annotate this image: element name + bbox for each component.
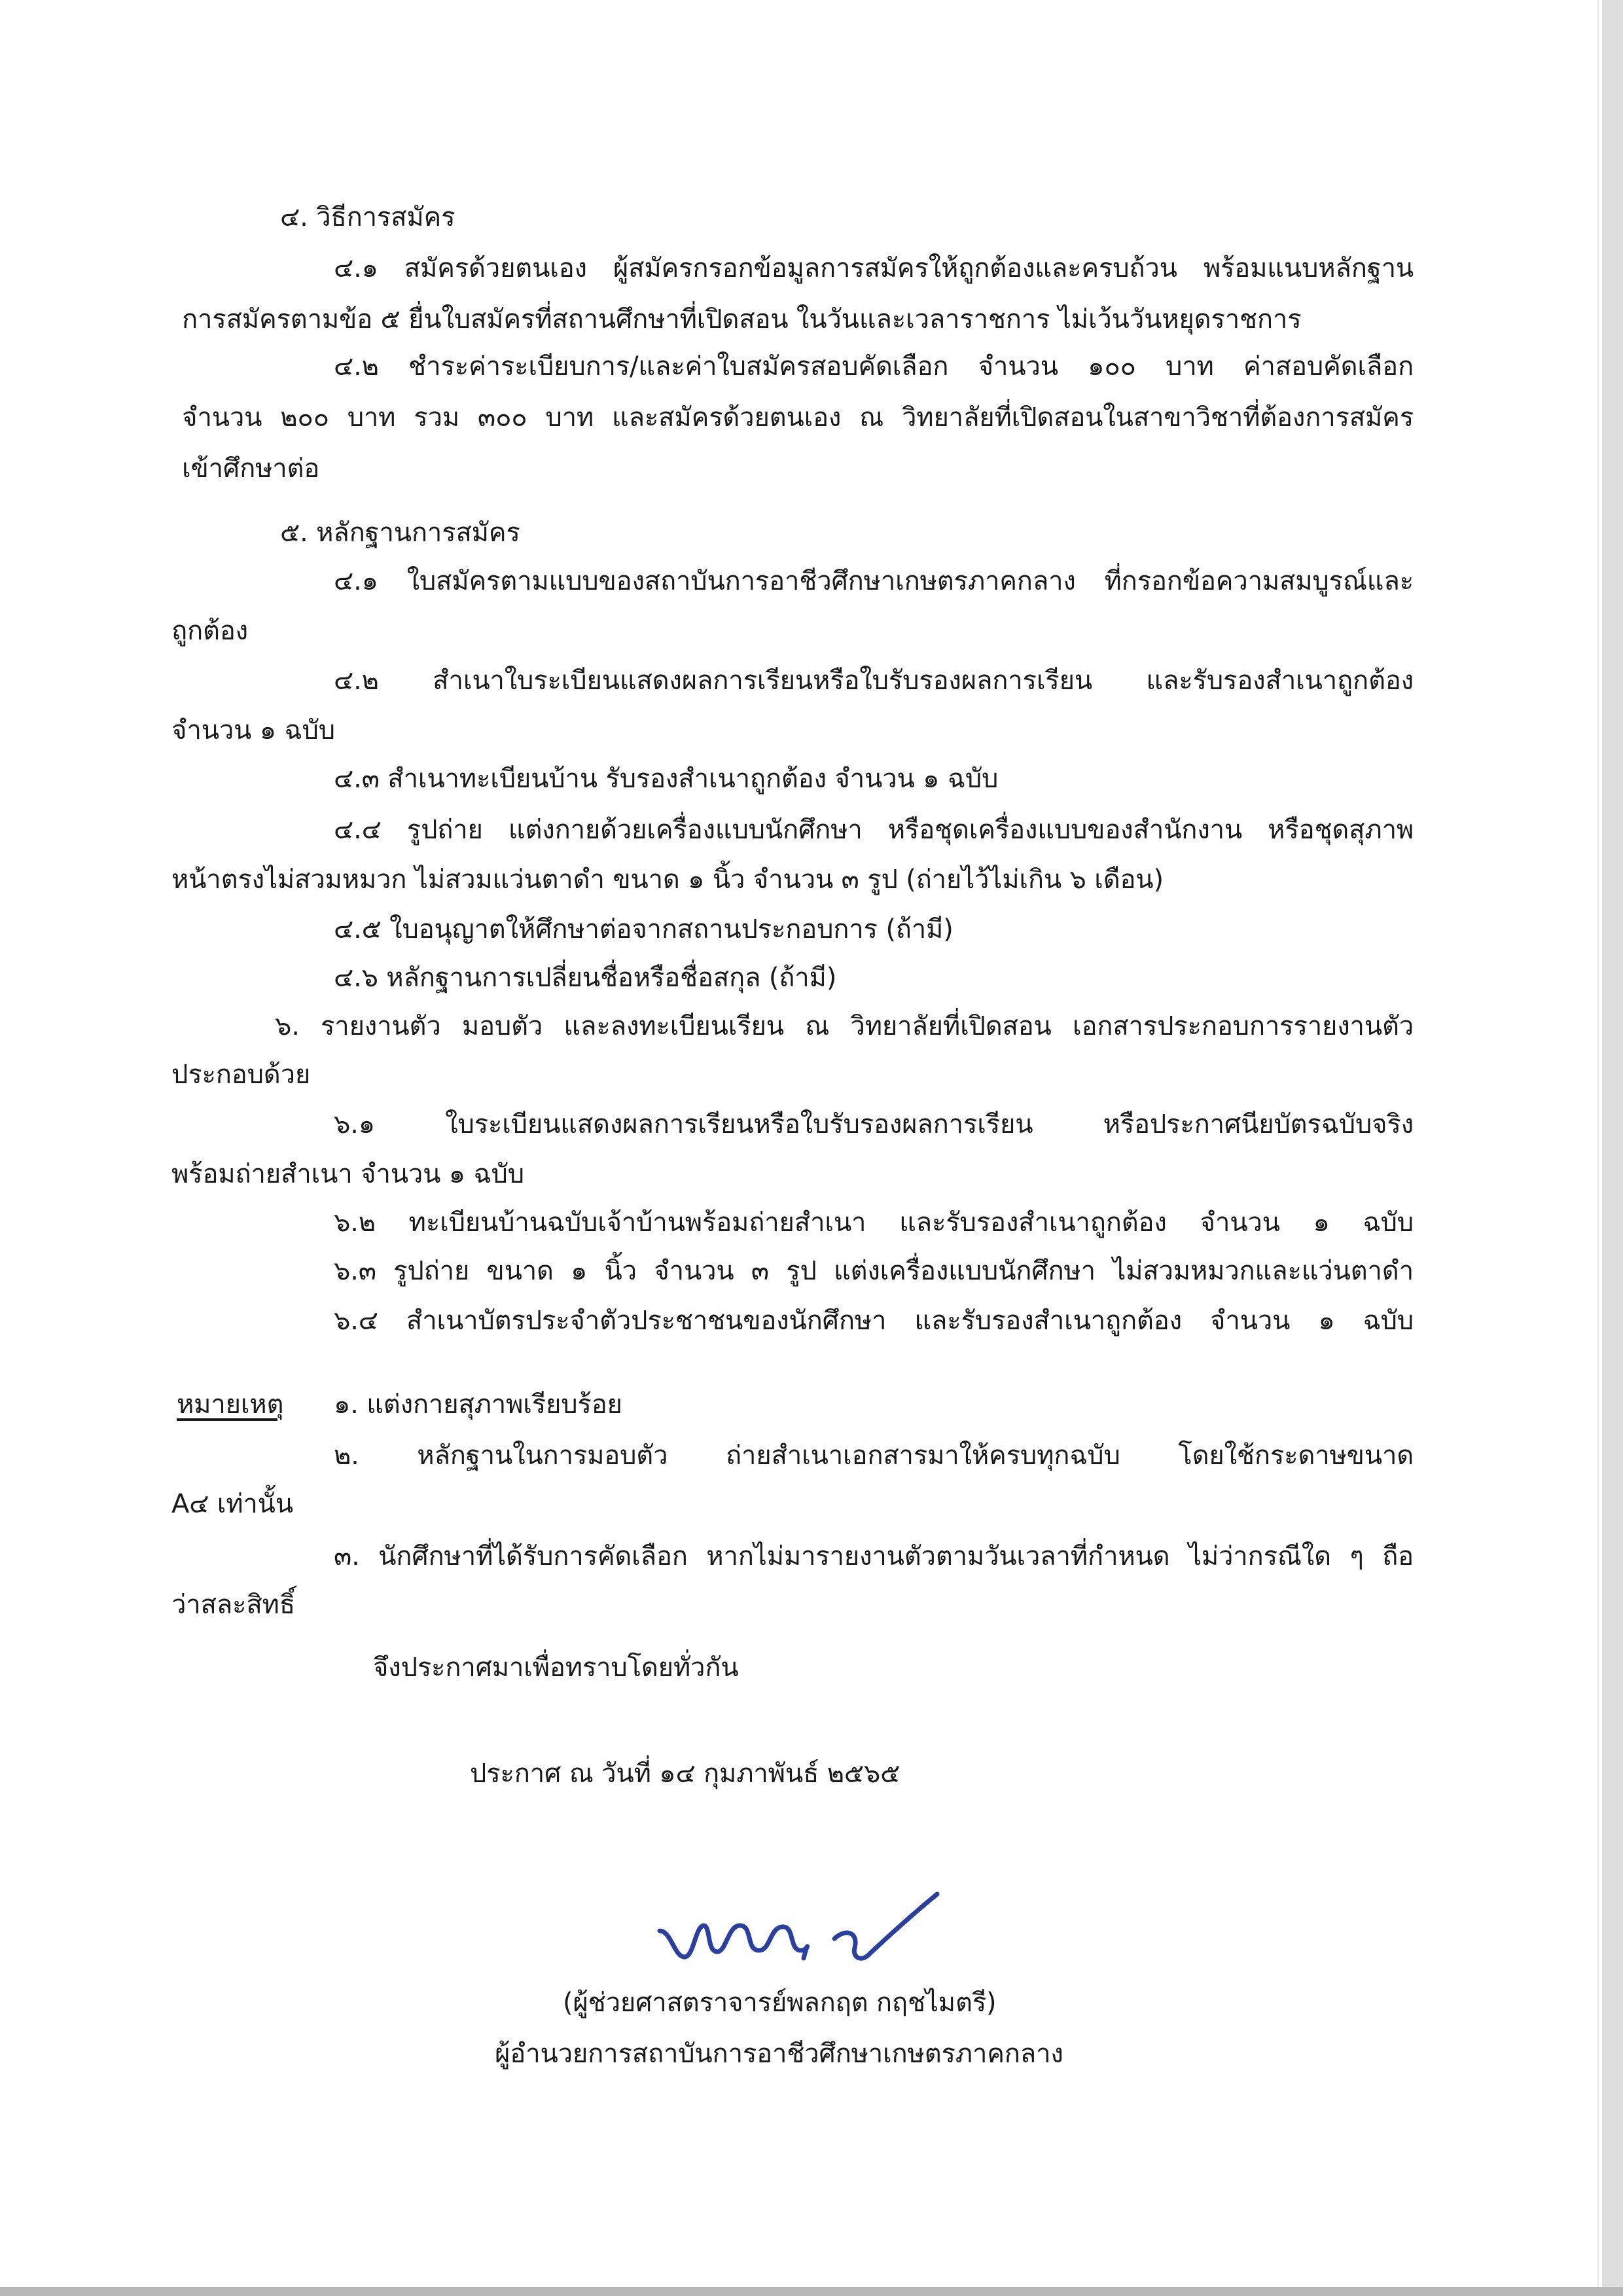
item-4-1-line-2: การสมัครตามข้อ ๕ ยื่นใบสมัครที่สถานศึกษาที่เปิดสอน ในวันและเวลาราชการ ไม่เว้นวันหยุดราชการ: [182, 304, 1302, 334]
section-5-heading: ๕. หลักฐานการสมัคร: [280, 518, 520, 548]
remark-3-line-1: ๓. นักศึกษาที่ได้รับการคัดเลือก หากไม่มารายงานตัวตามวันเวลาที่กำหนด ไม่ว่ากรณีใด ๆ ถือ: [334, 1541, 1414, 1571]
item-5-2-line-1: ๔.๒ สำเนาใบระเบียนแสดงผลการเรียนหรือใบรับรองผลการเรียน และรับรองสำเนาถูกต้อง: [334, 666, 1414, 696]
remark-2-line-2: A๔ เท่านั้น: [171, 1489, 293, 1519]
remark-label: หมายเหตุ: [177, 1390, 284, 1420]
item-6-1-line-1: ๖.๑ ใบระเบียนแสดงผลการเรียนหรือใบรับรองผลการเรียน หรือประกาศนียบัตรฉบับจริง: [334, 1109, 1414, 1139]
item-6-1-line-2: พร้อมถ่ายสำเนา จำนวน ๑ ฉบับ: [171, 1159, 524, 1189]
section-6-heading-line-2: ประกอบด้วย: [171, 1060, 311, 1090]
item-5-6: ๔.๖ หลักฐานการเปลี่ยนชื่อหรือชื่อสกุล (ถ้ามี): [334, 963, 837, 993]
item-5-1-line-2: ถูกต้อง: [171, 616, 248, 646]
section-6-heading-line-1: ๖. รายงานตัว มอบตัว และลงทะเบียนเรียน ณ วิทยาลัยที่เปิดสอน เอกสารประกอบการรายงานตัว: [275, 1011, 1414, 1041]
announcement-date: ประกาศ ณ วันที่ ๑๔ กุมภาพันธ์ ๒๕๖๕: [470, 1759, 901, 1789]
remark-2-line-1: ๒. หลักฐานในการมอบตัว ถ่ายสำเนาเอกสารมาให้ครบทุกฉบับ โดยใช้กระดาษขนาด: [334, 1441, 1414, 1471]
scan-edge-bottom: [0, 2287, 1623, 2296]
item-5-4-line-2: หน้าตรงไม่สวมหมวก ไม่สวมแว่นตาดำ ขนาด ๑ นิ้ว จำนวน ๓ รูป (ถ่ายไว้ไม่เกิน ๖ เดือน): [171, 865, 1164, 895]
item-5-1-line-1: ๔.๑ ใบสมัครตามแบบของสถาบันการอาชีวศึกษาเกษตรภาคกลาง ที่กรอกข้อความสมบูรณ์และ: [334, 566, 1414, 596]
item-5-5: ๔.๕ ใบอนุญาตให้ศึกษาต่อจากสถานประกอบการ (ถ้ามี): [334, 914, 954, 944]
section-4-heading: ๔. วิธีการสมัคร: [280, 202, 455, 232]
announcement-closing: จึงประกาศมาเพื่อทราบโดยทั่วกัน: [373, 1653, 739, 1683]
item-4-2-line-3: เข้าศึกษาต่อ: [182, 454, 320, 484]
item-5-4-line-1: ๔.๔ รูปถ่าย แต่งกายด้วยเครื่องแบบนักศึกษา หรือชุดเครื่องแบบของสำนักงาน หรือชุดสุภาพ: [334, 815, 1414, 845]
item-6-3: ๖.๓ รูปถ่าย ขนาด ๑ นิ้ว จำนวน ๓ รูป แต่งเครื่องแบบนักศึกษา ไม่สวมหมวกและแว่นตาดำ: [334, 1256, 1414, 1286]
signer-position: ผู้อำนวยการสถาบันการอาชีวศึกษาเกษตรภาคกลาง: [495, 2039, 1063, 2069]
item-5-3: ๔.๓ สำเนาทะเบียนบ้าน รับรองสำเนาถูกต้อง จำนวน ๑ ฉบับ: [334, 764, 999, 794]
item-4-1-line-1: ๔.๑ สมัครด้วยตนเอง ผู้สมัครกรอกข้อมูลการสมัครให้ถูกต้องและครบถ้วน พร้อมแนบหลักฐาน: [334, 253, 1414, 283]
scan-edge-right: [1602, 0, 1623, 2296]
item-6-4: ๖.๔ สำเนาบัตรประจำตัวประชาชนของนักศึกษา และรับรองสำเนาถูกต้อง จำนวน ๑ ฉบับ: [334, 1306, 1414, 1336]
signer-name: (ผู้ช่วยศาสตราจารย์พลกฤต กฤชไมตรี): [563, 1988, 997, 2018]
item-5-2-line-2: จำนวน ๑ ฉบับ: [171, 715, 335, 745]
handwritten-signature: [654, 1885, 942, 1983]
item-4-2-line-1: ๔.๒ ชำระค่าระเบียบการ/และค่าใบสมัครสอบคัดเลือก จำนวน ๑๐๐ บาท ค่าสอบคัดเลือก: [334, 351, 1414, 382]
remark-3-line-2: ว่าสละสิทธิ์: [171, 1590, 295, 1620]
scan-edge-line: [1597, 0, 1599, 2296]
item-4-2-line-2: จำนวน ๒๐๐ บาท รวม ๓๐๐ บาท และสมัครด้วยตนเอง ณ วิทยาลัยที่เปิดสอนในสาขาวิชาที่ต้องการสมัคร: [182, 403, 1414, 433]
remark-1: ๑. แต่งกายสุภาพเรียบร้อย: [334, 1390, 622, 1420]
item-6-2: ๖.๒ ทะเบียนบ้านฉบับเจ้าบ้านพร้อมถ่ายสำเนา และรับรองสำเนาถูกต้อง จำนวน ๑ ฉบับ: [334, 1208, 1414, 1238]
